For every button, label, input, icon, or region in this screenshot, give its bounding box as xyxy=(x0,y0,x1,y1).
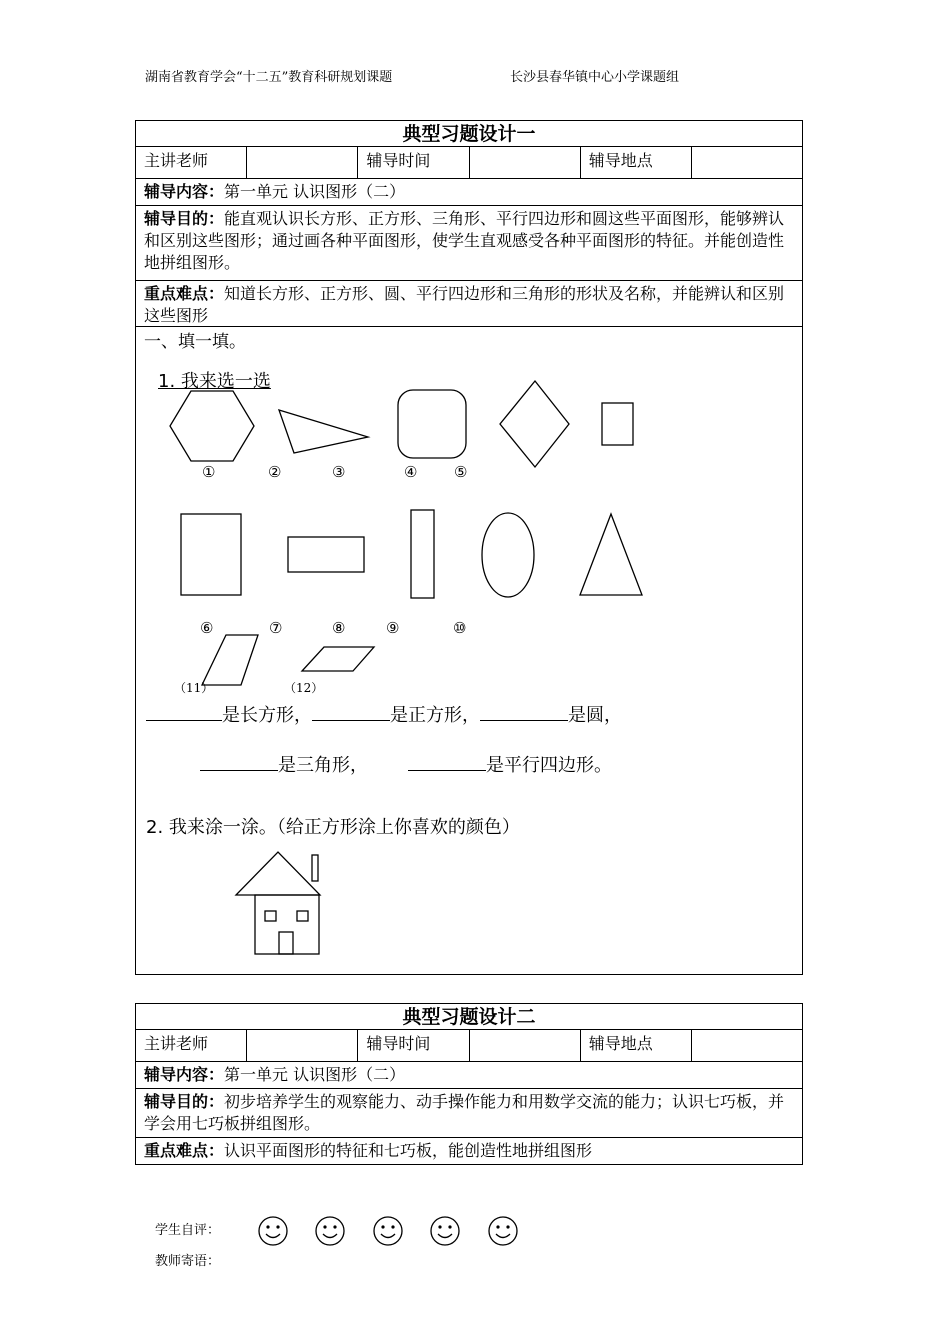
blank-circle[interactable] xyxy=(480,720,568,721)
header-right: 长沙县春华镇中心小学课题组 xyxy=(510,70,680,85)
question-2 xyxy=(146,813,520,839)
section-heading: 一、填一填。 xyxy=(144,332,246,352)
design2-key-row xyxy=(136,1138,802,1164)
design2-meta-row xyxy=(136,1030,802,1062)
time-field[interactable] xyxy=(470,147,581,178)
label-12: （12） xyxy=(284,681,324,695)
design1-content-row xyxy=(136,179,802,206)
house-window-right xyxy=(297,911,308,921)
label-11: （11） xyxy=(174,681,214,695)
key-label: 重点难点： xyxy=(144,284,225,303)
question-2-title: 2. 我来涂一涂。 xyxy=(146,817,277,838)
question-2-note: （给正方形涂上你喜欢的颜色） xyxy=(276,817,520,838)
question-1: 1. 我来选一选 xyxy=(158,371,271,392)
parallelogram-shape-11 xyxy=(202,635,258,685)
fill-parallelogram-text: 是平行四边形。 xyxy=(486,755,612,776)
narrow-rectangle-shape xyxy=(411,510,434,598)
smiley-icon-5[interactable] xyxy=(487,1215,519,1247)
key-label-2: 重点难点： xyxy=(144,1141,225,1160)
goal-label: 辅导目的： xyxy=(144,209,225,228)
goal-text-2: 初步培养学生的观察能力、动手操作能力和用数学交流的能力；认识七巧板，并学会用七巧板拼组图形。 xyxy=(144,1092,785,1133)
design1-title: 典型习题设计一 xyxy=(136,121,802,147)
content-label: 辅导内容： xyxy=(144,182,225,201)
smiley-icon-4[interactable] xyxy=(429,1215,461,1247)
goal-label-2: 辅导目的： xyxy=(144,1092,225,1111)
teacher-label: 主讲老师 xyxy=(136,147,247,178)
time-label-2: 辅导时间 xyxy=(358,1030,469,1061)
fill-circle-text: 是圆， xyxy=(568,705,622,726)
triangle-shape-10 xyxy=(580,514,642,595)
blank-parallelogram[interactable] xyxy=(408,770,486,771)
teacher-field[interactable] xyxy=(247,147,358,178)
time-field-2[interactable] xyxy=(470,1030,581,1061)
shapes-drawing xyxy=(136,327,802,974)
fill-square-text: 是正方形， xyxy=(390,705,480,726)
self-eval-label: 学生自评： xyxy=(155,1223,221,1238)
house-window-left xyxy=(265,911,276,921)
label-10: ⑩ xyxy=(453,619,467,637)
design1-goal-row xyxy=(136,206,802,281)
smiley-icon-3[interactable] xyxy=(372,1215,404,1247)
design1-key-row xyxy=(136,281,802,327)
label-7: ⑦ xyxy=(269,619,283,637)
design2-goal-row xyxy=(136,1089,802,1138)
content-text-2: 第一单元 认识图形（二） xyxy=(224,1065,406,1084)
place-field-2[interactable] xyxy=(692,1030,802,1061)
label-1: ① xyxy=(202,463,216,481)
blank-rectangle[interactable] xyxy=(146,720,222,721)
tall-rectangle-shape xyxy=(181,514,241,595)
ellipse-shape xyxy=(482,513,534,597)
label-2: ② xyxy=(268,463,282,481)
fill-line-1 xyxy=(146,701,622,727)
design1-exercise-area xyxy=(136,327,802,974)
smiley-icon-1[interactable] xyxy=(257,1215,289,1247)
place-label-2: 辅导地点 xyxy=(581,1030,692,1061)
label-4: ④ xyxy=(404,463,418,481)
house-wall xyxy=(255,895,319,954)
house-roof xyxy=(236,852,320,895)
label-8: ⑧ xyxy=(332,619,346,637)
place-label: 辅导地点 xyxy=(581,147,692,178)
place-field[interactable] xyxy=(692,147,802,178)
content-label-2: 辅导内容： xyxy=(144,1065,225,1084)
label-5: ⑤ xyxy=(454,463,468,481)
teacher-field-2[interactable] xyxy=(247,1030,358,1061)
hexagon-shape xyxy=(170,391,254,461)
smiley-icon-2[interactable] xyxy=(314,1215,346,1247)
wide-rectangle-shape xyxy=(288,537,364,572)
goal-text: 能直观认识长方形、正方形、三角形、平行四边形和圆这些平面图形，能够辨认和区别这些图形；通过画各种平面图形，使学生直观感受各种平面图形的特征。并能创造性地拼组图形。 xyxy=(144,209,785,272)
key-text-2: 认识平面图形的特征和七巧板，能创造性地拼组图形 xyxy=(224,1141,593,1160)
design1-meta-row xyxy=(136,147,802,179)
header-left: 湖南省教育学会“十二五”教育科研规划课题 xyxy=(145,70,393,85)
content-text: 第一单元 认识图形（二） xyxy=(224,182,406,201)
design1-table xyxy=(135,120,803,975)
parallelogram-shape-12 xyxy=(302,647,374,671)
fill-triangle-text: 是三角形， xyxy=(278,755,368,776)
teacher-label-2: 主讲老师 xyxy=(136,1030,247,1061)
blank-square[interactable] xyxy=(312,720,390,721)
time-label: 辅导时间 xyxy=(358,147,469,178)
diamond-shape xyxy=(500,381,569,467)
key-text: 知道长方形、正方形、圆、平行四边形和三角形的形状及名称，并能辨认和区别这些图形 xyxy=(144,284,785,325)
label-9: ⑨ xyxy=(386,619,400,637)
house-chimney xyxy=(312,855,318,881)
teacher-note-label: 教师寄语： xyxy=(155,1254,221,1269)
label-3: ③ xyxy=(332,463,346,481)
fill-rectangle-text: 是长方形， xyxy=(222,705,312,726)
blank-triangle[interactable] xyxy=(200,770,278,771)
design2-title: 典型习题设计二 xyxy=(136,1004,802,1030)
triangle-shape-2 xyxy=(279,410,368,453)
house-door xyxy=(279,932,293,954)
design2-content-row xyxy=(136,1062,802,1089)
small-rectangle-shape xyxy=(602,403,633,445)
design2-table xyxy=(135,1003,803,1165)
fill-line-2 xyxy=(200,751,612,777)
rounded-square-shape xyxy=(398,390,466,458)
label-6: ⑥ xyxy=(200,619,214,637)
